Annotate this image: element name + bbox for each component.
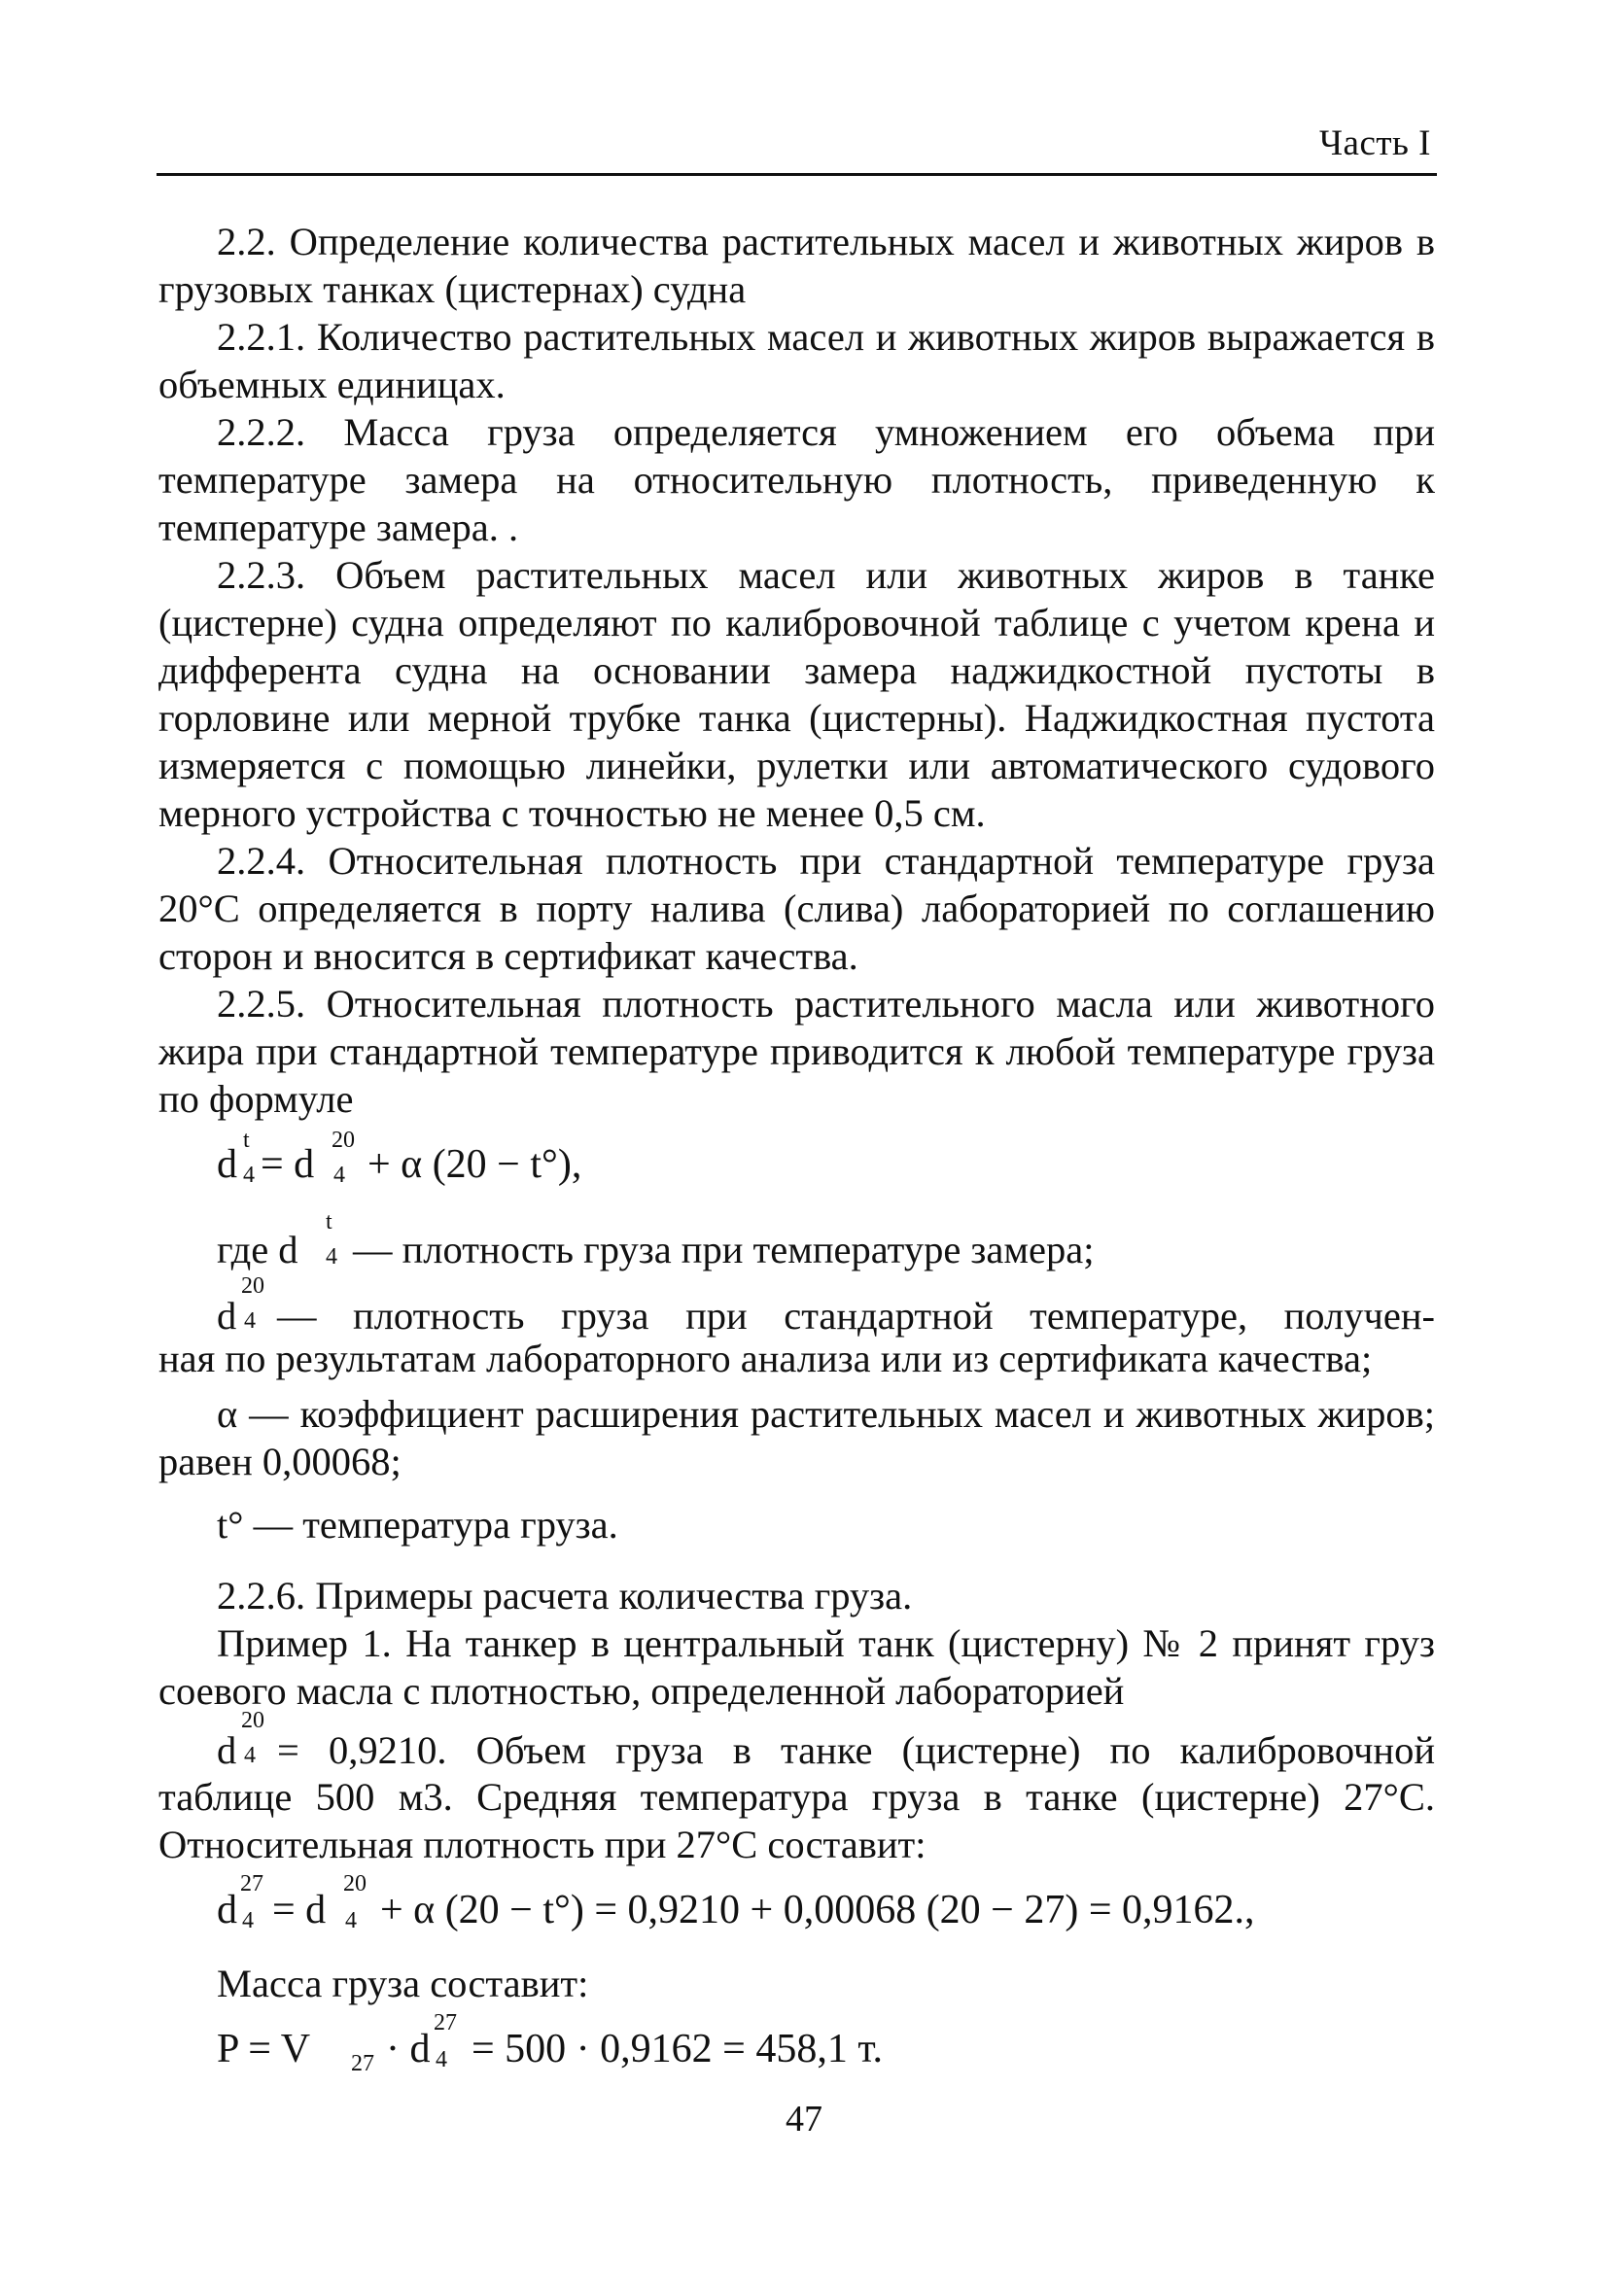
mass-intro: Масса груза составит:: [217, 1962, 589, 2005]
definition-t: t° — температура груза.: [217, 1503, 618, 1547]
paragraph-2-2-4: 2.2.4. Относительная плотность при стандартной температуре груза 20°С определяется в порту налива (слива) лабораторией по соглашению сторон и вносится в сертификат качества.: [158, 839, 1435, 978]
formula-sup: t: [243, 1128, 250, 1153]
definition-d-t: где d t 4 — плотность груза при температуре замера;: [217, 1209, 1095, 1271]
section-heading: 2.2. Определение количества растительных масел и животных жиров в грузовых танках (цистернах) судна: [158, 220, 1435, 311]
example-1: Пример 1. На танкер в центральный танк (цистерну) № 2 принят груз соевого масла с плотностью, определенной лабораторией: [158, 1621, 1435, 1713]
header-rule: [157, 173, 1437, 176]
formula-sup: 20: [332, 1128, 355, 1153]
formula-density: [158, 1123, 1435, 1204]
formula-sub: 4: [333, 1163, 345, 1188]
formula-eq-d: = d: [261, 1142, 315, 1187]
example-density-line: d 20 4 = 0,9210. Объем груза в танке (цистерне) по калибровочной: [217, 1708, 1435, 1772]
running-head: Часть I: [1318, 123, 1431, 163]
formula-sub: 4: [243, 1163, 255, 1188]
paragraph-2-2-3: 2.2.3. Объем растительных масел или животных жиров в танке (цистерне) судна определяют по калибровочной таблице с учетом крена и дифферента судна на основании замера наджидкостной пустоты в горловине или мерной трубке танка (цистерны). Наджидкостная пустота измеряется с помощью линейки, рулетки или автоматического судового мерного устройства с точностью не менее 0,5 см.: [158, 553, 1435, 835]
formula-d-t4: d: [217, 1142, 237, 1187]
paragraph-2-2-1: 2.2.1. Количество растительных масел и животных жиров выражается в объемных единицах.: [158, 315, 1435, 406]
definition-d-20-cont: ная по результатам лабораторного анализа или из сертификата качества;: [158, 1337, 1373, 1380]
formula-mass: P = V 27 · d 27 4 = 500 · 0,9162 = 458,1 т.: [217, 2010, 884, 2076]
paragraph-2-2-5: 2.2.5. Относительная плотность растительного масла или животного жира при стандартной температуре приводится к любой температуре груза по формуле: [158, 982, 1435, 1121]
paragraph-2-2-6: 2.2.6. Примеры расчета количества груза.: [217, 1574, 913, 1618]
formula-rhs: + α (20 − t°),: [367, 1142, 582, 1187]
body-text: [158, 218, 1435, 2085]
paragraph-2-2-2: 2.2.2. Масса груза определяется умножением его объема при температуре замера на относительную плотность, приведенную к температуре замера. .: [158, 410, 1435, 549]
example-density-cont: таблице 500 м3. Средняя температура груза в танке (цистерне) 27°С. Относительная плотность при 27°С составит:: [158, 1775, 1435, 1866]
definition-d-20: d 20 4 — плотность груза при стандартной температуре, получен-: [217, 1273, 1435, 1338]
formula-density-27: d 27 4 = d 20 4 + α (20 − t°) = 0,9210 + 0,00068 (20 − 27) = 0,9162.,: [217, 1871, 1255, 1933]
definition-alpha: α — коэффициент расширения растительных масел и животных жиров; равен 0,00068;: [158, 1392, 1435, 1483]
page-number: 47: [786, 2099, 822, 2139]
